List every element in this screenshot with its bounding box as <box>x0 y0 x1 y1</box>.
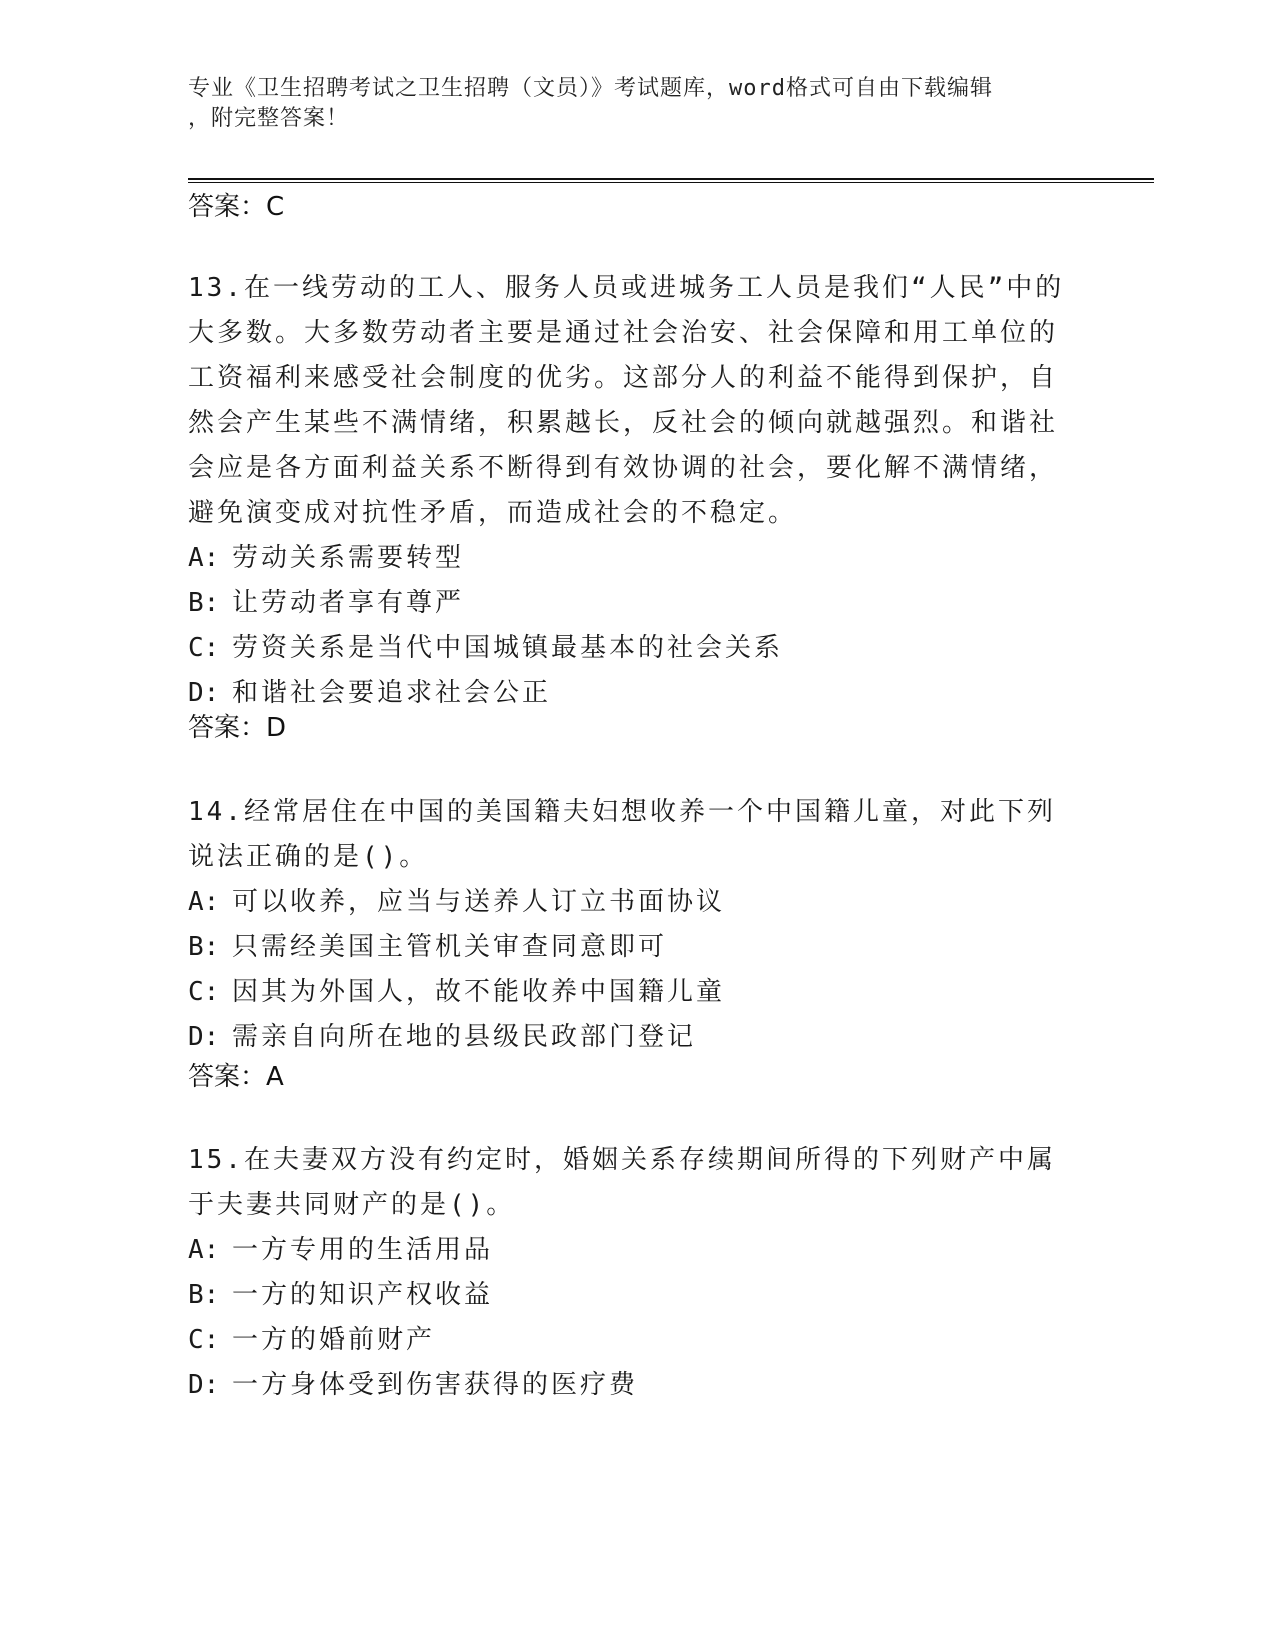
option-text: 一方身体受到伤害获得的医疗费 <box>232 1370 639 1400</box>
option-letter: D: <box>188 1022 220 1052</box>
header-line-1: 专业《卫生招聘考试之卫生招聘（文员）》考试题库，word格式可自由下载编辑 <box>188 76 993 101</box>
option-b <box>188 925 1068 970</box>
option-letter: D: <box>188 1370 220 1400</box>
option-d <box>188 1363 1068 1408</box>
option-a <box>188 536 1068 581</box>
option-text: 只需经美国主管机关审查同意即可 <box>232 932 668 962</box>
header-line-2: ，附完整答案！ <box>188 106 350 131</box>
option-d <box>188 1015 1068 1060</box>
document-header <box>188 74 1068 134</box>
option-text: 需亲自向所在地的县级民政部门登记 <box>232 1022 697 1052</box>
option-a <box>188 880 1068 925</box>
question-15 <box>188 1138 1068 1408</box>
option-c <box>188 626 1068 671</box>
answer-line: 答案：C <box>188 192 285 222</box>
option-letter: C: <box>188 977 220 1007</box>
question-14 <box>188 790 1068 1060</box>
option-b <box>188 1273 1068 1318</box>
option-text: 一方专用的生活用品 <box>232 1235 494 1265</box>
option-text: 因其为外国人，故不能收养中国籍儿童 <box>232 977 726 1007</box>
option-c <box>188 1318 1068 1363</box>
option-letter: A: <box>188 887 220 917</box>
question-13 <box>188 266 1068 716</box>
question-stem: 13.在一线劳动的工人、服务人员或进城务工人员是我们“人民”中的大多数。大多数劳动者主要是通过社会治安、社会保障和用工单位的工资福利来感受社会制度的优劣。这部分人的利益不能得到保护，自然会产生某些不满情绪，积累越长，反社会的倾向就越强烈。和谐社会应是各方面利益关系不断得到有效协调的社会，要化解不满情绪，避免演变成对抗性矛盾，而造成社会的不稳定。 <box>188 273 1065 528</box>
option-letter: B: <box>188 1280 220 1310</box>
answer-line: 答案：D <box>188 713 287 743</box>
option-a <box>188 1228 1068 1273</box>
option-c <box>188 970 1068 1015</box>
question-stem: 14.经常居住在中国的美国籍夫妇想收养一个中国籍儿童，对此下列说法正确的是()。 <box>188 797 1056 872</box>
option-text: 劳动关系需要转型 <box>232 543 465 573</box>
option-text: 让劳动者享有尊严 <box>232 588 465 618</box>
option-letter: C: <box>188 633 220 663</box>
question-stem: 15.在夫妻双方没有约定时，婚姻关系存续期间所得的下列财产中属于夫妻共同财产的是()。 <box>188 1145 1056 1220</box>
option-text: 一方的婚前财产 <box>232 1325 436 1355</box>
option-letter: A: <box>188 1235 220 1265</box>
option-letter: C: <box>188 1325 220 1355</box>
option-text: 一方的知识产权收益 <box>232 1280 494 1310</box>
header-divider <box>188 178 1154 183</box>
option-letter: B: <box>188 932 220 962</box>
option-text: 和谐社会要追求社会公正 <box>232 678 552 708</box>
option-d <box>188 671 1068 716</box>
option-letter: D: <box>188 678 220 708</box>
option-text: 劳资关系是当代中国城镇最基本的社会关系 <box>232 633 784 663</box>
option-text: 可以收养，应当与送养人订立书面协议 <box>232 887 726 917</box>
option-b <box>188 581 1068 626</box>
option-letter: B: <box>188 588 220 618</box>
answer-line: 答案：A <box>188 1062 284 1092</box>
option-letter: A: <box>188 543 220 573</box>
